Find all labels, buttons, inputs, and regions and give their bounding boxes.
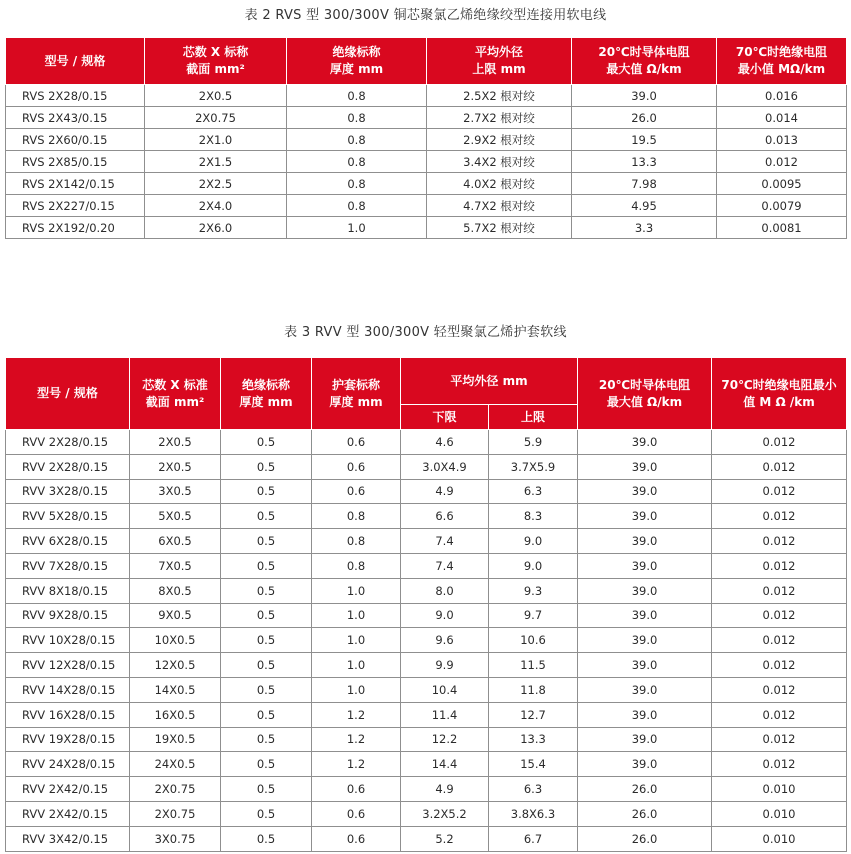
- table-row: [6, 677, 847, 702]
- cell-cores-section: 24X0.5: [130, 752, 221, 777]
- cell-diameter-lower: 10.4: [401, 677, 489, 702]
- cell-sheath-thickness: 1.0: [312, 677, 401, 702]
- cell-diameter-lower: 7.4: [401, 529, 489, 554]
- cell-outer-diameter: 3.4X2 根对绞: [427, 151, 572, 173]
- table-row: [6, 504, 847, 529]
- cell-diameter-upper: 6.3: [489, 479, 578, 504]
- cell-cores-section: 2X0.75: [145, 107, 287, 129]
- cell-cores-section: 2X0.5: [130, 430, 221, 455]
- cell-insulation-thickness: 0.5: [221, 677, 312, 702]
- cell-sheath-thickness: 0.8: [312, 504, 401, 529]
- cell-insulation-resistance: 0.012: [712, 553, 847, 578]
- cell-outer-diameter: 4.0X2 根对绞: [427, 173, 572, 195]
- cell-diameter-lower: 5.2: [401, 826, 489, 851]
- cell-insulation-thickness: 0.5: [221, 430, 312, 455]
- cell-cores-section: 2X0.75: [130, 777, 221, 802]
- header-insulation-thickness: 绝缘标称 厚度 mm: [221, 358, 312, 430]
- cell-cores-section: 2X6.0: [145, 217, 287, 239]
- cell-conductor-resistance: 4.95: [572, 195, 717, 217]
- cell-sheath-thickness: 0.8: [312, 553, 401, 578]
- cell-conductor-resistance: 39.0: [578, 430, 712, 455]
- cell-model: RVV 6X28/0.15: [6, 529, 130, 554]
- cell-diameter-lower: 8.0: [401, 578, 489, 603]
- cell-model: RVS 2X60/0.15: [6, 129, 145, 151]
- cell-model: RVV 12X28/0.15: [6, 653, 130, 678]
- cell-model: RVV 7X28/0.15: [6, 553, 130, 578]
- cell-sheath-thickness: 0.6: [312, 826, 401, 851]
- cell-conductor-resistance: 39.0: [578, 529, 712, 554]
- cell-insulation-thickness: 0.5: [221, 727, 312, 752]
- table-row: [6, 702, 847, 727]
- table-row: [6, 801, 847, 826]
- cell-insulation-thickness: 0.5: [221, 752, 312, 777]
- cell-insulation-thickness: 0.5: [221, 479, 312, 504]
- cell-cores-section: 2X0.5: [130, 454, 221, 479]
- cell-insulation-resistance: 0.012: [712, 727, 847, 752]
- header-insulation-thickness: 绝缘标称 厚度 mm: [287, 38, 427, 85]
- cell-cores-section: 12X0.5: [130, 653, 221, 678]
- cell-insulation-resistance: 0.012: [712, 529, 847, 554]
- cell-conductor-resistance: 39.0: [578, 702, 712, 727]
- table-row: [6, 173, 847, 195]
- cell-sheath-thickness: 0.6: [312, 777, 401, 802]
- header-conductor-resistance: 20℃时导体电阻 最大值 Ω/km: [572, 38, 717, 85]
- cell-insulation-thickness: 0.8: [287, 107, 427, 129]
- cell-diameter-upper: 9.3: [489, 578, 578, 603]
- cell-insulation-thickness: 0.5: [221, 603, 312, 628]
- cell-sheath-thickness: 1.2: [312, 727, 401, 752]
- cell-insulation-resistance: 0.012: [712, 479, 847, 504]
- cell-diameter-upper: 10.6: [489, 628, 578, 653]
- header-cores-section: 芯数 X 标称 截面 mm²: [145, 38, 287, 85]
- cell-insulation-resistance: 0.013: [717, 129, 847, 151]
- cell-cores-section: 8X0.5: [130, 578, 221, 603]
- cell-model: RVV 2X28/0.15: [6, 454, 130, 479]
- cell-cores-section: 2X1.0: [145, 129, 287, 151]
- cell-conductor-resistance: 39.0: [578, 454, 712, 479]
- header-insulation-resistance: 70℃时绝缘电阻最小 值 M Ω /km: [712, 358, 847, 430]
- cell-insulation-resistance: 0.012: [712, 603, 847, 628]
- cell-diameter-lower: 11.4: [401, 702, 489, 727]
- cell-diameter-upper: 5.9: [489, 430, 578, 455]
- cell-diameter-lower: 6.6: [401, 504, 489, 529]
- table-row: [6, 777, 847, 802]
- table-row: [6, 653, 847, 678]
- cell-conductor-resistance: 7.98: [572, 173, 717, 195]
- cell-insulation-resistance: 0.0079: [717, 195, 847, 217]
- table2-title: 表 2 RVS 型 300/300V 铜芯聚氯乙烯绝缘绞型连接用软电线: [244, 8, 607, 23]
- table-row: [6, 578, 847, 603]
- cell-conductor-resistance: 39.0: [572, 85, 717, 107]
- table-row: [6, 107, 847, 129]
- table-row: [6, 603, 847, 628]
- cell-model: RVS 2X85/0.15: [6, 151, 145, 173]
- header-cores-section: 芯数 X 标准 截面 mm²: [130, 358, 221, 430]
- cell-cores-section: 14X0.5: [130, 677, 221, 702]
- table-row: [6, 727, 847, 752]
- header-insulation-resistance: 70℃时绝缘电阻 最小值 MΩ/km: [717, 38, 847, 85]
- cell-model: RVV 19X28/0.15: [6, 727, 130, 752]
- table-row: [6, 454, 847, 479]
- cell-insulation-resistance: 0.016: [717, 85, 847, 107]
- cell-diameter-lower: 14.4: [401, 752, 489, 777]
- cell-insulation-thickness: 0.8: [287, 195, 427, 217]
- cell-sheath-thickness: 1.2: [312, 702, 401, 727]
- cell-diameter-lower: 9.9: [401, 653, 489, 678]
- cell-model: RVV 2X28/0.15: [6, 430, 130, 455]
- cell-insulation-thickness: 0.5: [221, 777, 312, 802]
- cell-diameter-lower: 12.2: [401, 727, 489, 752]
- cell-outer-diameter: 2.5X2 根对绞: [427, 85, 572, 107]
- cell-model: RVV 10X28/0.15: [6, 628, 130, 653]
- cell-model: RVV 9X28/0.15: [6, 603, 130, 628]
- cell-insulation-thickness: 0.8: [287, 85, 427, 107]
- cell-insulation-thickness: 0.5: [221, 826, 312, 851]
- header-sheath-thickness: 护套标称 厚度 mm: [312, 358, 401, 430]
- cell-insulation-thickness: 0.5: [221, 801, 312, 826]
- cell-outer-diameter: 2.7X2 根对绞: [427, 107, 572, 129]
- cell-model: RVS 2X28/0.15: [6, 85, 145, 107]
- cell-model: RVS 2X192/0.20: [6, 217, 145, 239]
- cell-sheath-thickness: 0.6: [312, 430, 401, 455]
- cell-diameter-upper: 8.3: [489, 504, 578, 529]
- cell-insulation-resistance: 0.012: [712, 702, 847, 727]
- cell-cores-section: 3X0.75: [130, 826, 221, 851]
- cell-conductor-resistance: 39.0: [578, 578, 712, 603]
- cell-model: RVS 2X142/0.15: [6, 173, 145, 195]
- cell-insulation-resistance: 0.012: [712, 677, 847, 702]
- cell-diameter-upper: 9.0: [489, 553, 578, 578]
- table-row: [6, 151, 847, 173]
- cell-outer-diameter: 2.9X2 根对绞: [427, 129, 572, 151]
- cell-model: RVV 3X42/0.15: [6, 826, 130, 851]
- cell-sheath-thickness: 1.0: [312, 628, 401, 653]
- cell-insulation-thickness: 0.8: [287, 151, 427, 173]
- header-model: 型号 / 规格: [6, 358, 130, 430]
- cell-insulation-thickness: 0.5: [221, 454, 312, 479]
- cell-cores-section: 2X4.0: [145, 195, 287, 217]
- cell-conductor-resistance: 26.0: [578, 826, 712, 851]
- cell-sheath-thickness: 0.6: [312, 479, 401, 504]
- cell-insulation-thickness: 0.8: [287, 173, 427, 195]
- cell-insulation-resistance: 0.012: [712, 504, 847, 529]
- cell-insulation-thickness: 0.5: [221, 504, 312, 529]
- cell-cores-section: 6X0.5: [130, 529, 221, 554]
- cell-insulation-resistance: 0.012: [712, 653, 847, 678]
- cell-conductor-resistance: 39.0: [578, 628, 712, 653]
- cell-cores-section: 2X0.5: [145, 85, 287, 107]
- cell-outer-diameter: 4.7X2 根对绞: [427, 195, 572, 217]
- cell-cores-section: 16X0.5: [130, 702, 221, 727]
- cell-model: RVS 2X227/0.15: [6, 195, 145, 217]
- cell-cores-section: 2X1.5: [145, 151, 287, 173]
- cell-outer-diameter: 5.7X2 根对绞: [427, 217, 572, 239]
- cell-sheath-thickness: 1.0: [312, 578, 401, 603]
- cell-conductor-resistance: 13.3: [572, 151, 717, 173]
- table2-body: [6, 85, 847, 239]
- cell-diameter-lower: 4.6: [401, 430, 489, 455]
- cell-insulation-resistance: 0.010: [712, 826, 847, 851]
- cell-sheath-thickness: 1.0: [312, 603, 401, 628]
- cell-conductor-resistance: 26.0: [578, 777, 712, 802]
- table-row: [6, 430, 847, 455]
- cell-conductor-resistance: 39.0: [578, 603, 712, 628]
- header-diameter-upper: 上限: [489, 405, 578, 430]
- cell-conductor-resistance: 39.0: [578, 727, 712, 752]
- cell-insulation-resistance: 0.012: [712, 628, 847, 653]
- table3-rvv-spec: [5, 357, 847, 852]
- table3-body: [6, 430, 847, 852]
- cell-model: RVV 8X18/0.15: [6, 578, 130, 603]
- cell-conductor-resistance: 19.5: [572, 129, 717, 151]
- cell-insulation-thickness: 0.8: [287, 129, 427, 151]
- cell-diameter-lower: 4.9: [401, 777, 489, 802]
- cell-insulation-thickness: 0.5: [221, 553, 312, 578]
- cell-model: RVV 14X28/0.15: [6, 677, 130, 702]
- cell-diameter-lower: 7.4: [401, 553, 489, 578]
- cell-conductor-resistance: 39.0: [578, 653, 712, 678]
- cell-sheath-thickness: 0.6: [312, 454, 401, 479]
- table-row: [6, 752, 847, 777]
- cell-cores-section: 3X0.5: [130, 479, 221, 504]
- cell-insulation-resistance: 0.0081: [717, 217, 847, 239]
- cell-diameter-upper: 12.7: [489, 702, 578, 727]
- cell-insulation-thickness: 0.5: [221, 578, 312, 603]
- cell-conductor-resistance: 3.3: [572, 217, 717, 239]
- cell-insulation-thickness: 0.5: [221, 529, 312, 554]
- cell-diameter-lower: 4.9: [401, 479, 489, 504]
- cell-diameter-lower: 9.0: [401, 603, 489, 628]
- cell-diameter-lower: 3.2X5.2: [401, 801, 489, 826]
- cell-cores-section: 10X0.5: [130, 628, 221, 653]
- cell-conductor-resistance: 39.0: [578, 479, 712, 504]
- cell-model: RVV 3X28/0.15: [6, 479, 130, 504]
- cell-insulation-thickness: 0.5: [221, 653, 312, 678]
- cell-diameter-upper: 11.8: [489, 677, 578, 702]
- cell-diameter-upper: 15.4: [489, 752, 578, 777]
- table-row: [6, 826, 847, 851]
- table-row: [6, 479, 847, 504]
- cell-cores-section: 2X2.5: [145, 173, 287, 195]
- cell-insulation-resistance: 0.010: [712, 801, 847, 826]
- table-row: [6, 195, 847, 217]
- cell-conductor-resistance: 39.0: [578, 504, 712, 529]
- cell-insulation-resistance: 0.010: [712, 777, 847, 802]
- cell-insulation-resistance: 0.012: [712, 752, 847, 777]
- cell-insulation-resistance: 0.012: [712, 578, 847, 603]
- table3-header-row: [6, 358, 847, 405]
- cell-sheath-thickness: 0.8: [312, 529, 401, 554]
- cell-insulation-thickness: 0.5: [221, 702, 312, 727]
- cell-diameter-lower: 3.0X4.9: [401, 454, 489, 479]
- cell-cores-section: 9X0.5: [130, 603, 221, 628]
- table-row: [6, 217, 847, 239]
- cell-sheath-thickness: 1.0: [312, 653, 401, 678]
- table-row: [6, 529, 847, 554]
- cell-model: RVV 5X28/0.15: [6, 504, 130, 529]
- header-diameter-lower: 下限: [401, 405, 489, 430]
- cell-insulation-resistance: 0.012: [712, 454, 847, 479]
- cell-insulation-resistance: 0.014: [717, 107, 847, 129]
- cell-conductor-resistance: 39.0: [578, 553, 712, 578]
- cell-insulation-thickness: 1.0: [287, 217, 427, 239]
- table-row: [6, 628, 847, 653]
- cell-cores-section: 2X0.75: [130, 801, 221, 826]
- cell-diameter-upper: 11.5: [489, 653, 578, 678]
- table2-header-row: [6, 38, 847, 85]
- cell-diameter-upper: 9.7: [489, 603, 578, 628]
- cell-conductor-resistance: 39.0: [578, 752, 712, 777]
- cell-cores-section: 5X0.5: [130, 504, 221, 529]
- cell-diameter-upper: 3.8X6.3: [489, 801, 578, 826]
- cell-model: RVS 2X43/0.15: [6, 107, 145, 129]
- cell-sheath-thickness: 0.6: [312, 801, 401, 826]
- cell-cores-section: 7X0.5: [130, 553, 221, 578]
- cell-conductor-resistance: 39.0: [578, 677, 712, 702]
- cell-insulation-resistance: 0.012: [717, 151, 847, 173]
- cell-diameter-upper: 6.7: [489, 826, 578, 851]
- table2-rvs-spec: [5, 37, 847, 239]
- cell-insulation-resistance: 0.0095: [717, 173, 847, 195]
- table3-title: 表 3 RVV 型 300/300V 轻型聚氯乙烯护套软线: [284, 325, 567, 340]
- cell-diameter-upper: 9.0: [489, 529, 578, 554]
- header-outer-diameter: 平均外径 mm: [401, 358, 578, 405]
- table-row: [6, 553, 847, 578]
- table-row: [6, 85, 847, 107]
- cell-insulation-thickness: 0.5: [221, 628, 312, 653]
- cell-insulation-resistance: 0.012: [712, 430, 847, 455]
- cell-conductor-resistance: 26.0: [572, 107, 717, 129]
- cell-diameter-lower: 9.6: [401, 628, 489, 653]
- cell-model: RVV 24X28/0.15: [6, 752, 130, 777]
- cell-conductor-resistance: 26.0: [578, 801, 712, 826]
- header-model: 型号 / 规格: [6, 38, 145, 85]
- cell-diameter-upper: 3.7X5.9: [489, 454, 578, 479]
- header-outer-diameter: 平均外径 上限 mm: [427, 38, 572, 85]
- cell-model: RVV 2X42/0.15: [6, 801, 130, 826]
- cell-cores-section: 19X0.5: [130, 727, 221, 752]
- cell-diameter-upper: 13.3: [489, 727, 578, 752]
- cell-diameter-upper: 6.3: [489, 777, 578, 802]
- cell-model: RVV 16X28/0.15: [6, 702, 130, 727]
- header-conductor-resistance: 20℃时导体电阻 最大值 Ω/km: [578, 358, 712, 430]
- table-row: [6, 129, 847, 151]
- cell-sheath-thickness: 1.2: [312, 752, 401, 777]
- cell-model: RVV 2X42/0.15: [6, 777, 130, 802]
